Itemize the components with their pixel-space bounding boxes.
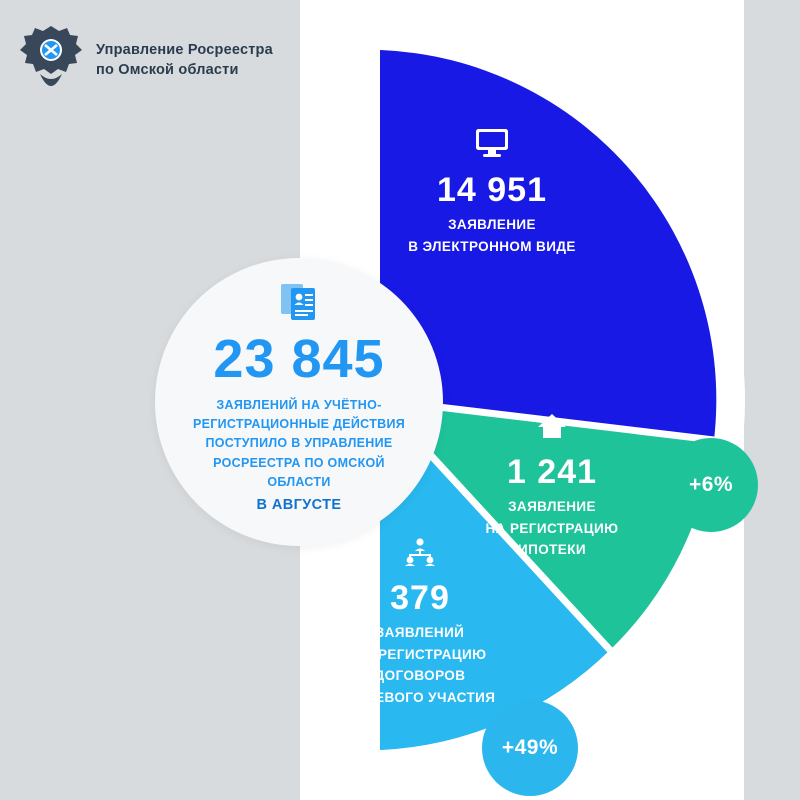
segment-text-equity-line4: ДОЛЕВОГО УЧАСТИЯ	[344, 689, 496, 705]
segment-value-electronic: 14 951	[437, 171, 547, 209]
center-month: В АВГУСТЕ	[256, 496, 342, 513]
organization-name-line2: по Омской области	[96, 62, 239, 78]
center-caption: ЗАЯВЛЕНИЙ НА УЧЁТНО-РЕГИСТРАЦИОННЫЕ ДЕЙСТВИЯ ПОСТУПИЛО В УПРАВЛЕНИЕ РОСРЕЕСТРА ПО ОМСКОЙ ОБЛАСТИ	[192, 397, 406, 490]
growth-badge-mortgage: +6%	[664, 438, 758, 532]
segment-text-equity-line2: НА РЕГИСТРАЦИЮ	[353, 646, 487, 662]
people-group-icon	[310, 538, 530, 571]
segment-text-electronic-line1: ЗАЯВЛЕНИЕ	[448, 217, 536, 233]
monitor-icon	[372, 128, 612, 163]
house-icon	[452, 412, 652, 445]
segment-text-equity-line3: ДОГОВОРОВ	[374, 668, 466, 684]
segment-value-mortgage: 1 241	[506, 453, 598, 491]
segment-text-mortgage-line2: НА РЕГИСТРАЦИЮ	[485, 520, 619, 536]
segment-label-equity	[310, 538, 530, 708]
organization-name-line1: Управление Росреестра	[96, 42, 273, 59]
segment-label-electronic	[372, 128, 612, 257]
russian-coat-of-arms-rosreestr-logo-icon	[18, 24, 84, 98]
center-summary-circle	[155, 258, 443, 546]
segment-text-electronic-line2: В ЭЛЕКТРОННОМ ВИДЕ	[408, 238, 576, 254]
segment-text-electronic	[372, 214, 612, 257]
documents-icon	[279, 280, 319, 327]
segment-text-equity-line1: ЗАЯВЛЕНИЙ	[375, 625, 465, 641]
segment-text-mortgage-line1: ЗАЯВЛЕНИЕ	[508, 499, 596, 515]
growth-badge-equity: +49%	[482, 700, 578, 796]
segment-value-equity: 379	[390, 579, 450, 617]
segment-text-equity	[310, 622, 530, 708]
segment-text-mortgage-line3: ИПОТЕКИ	[518, 542, 586, 558]
center-total-value: 23 845	[213, 329, 385, 389]
